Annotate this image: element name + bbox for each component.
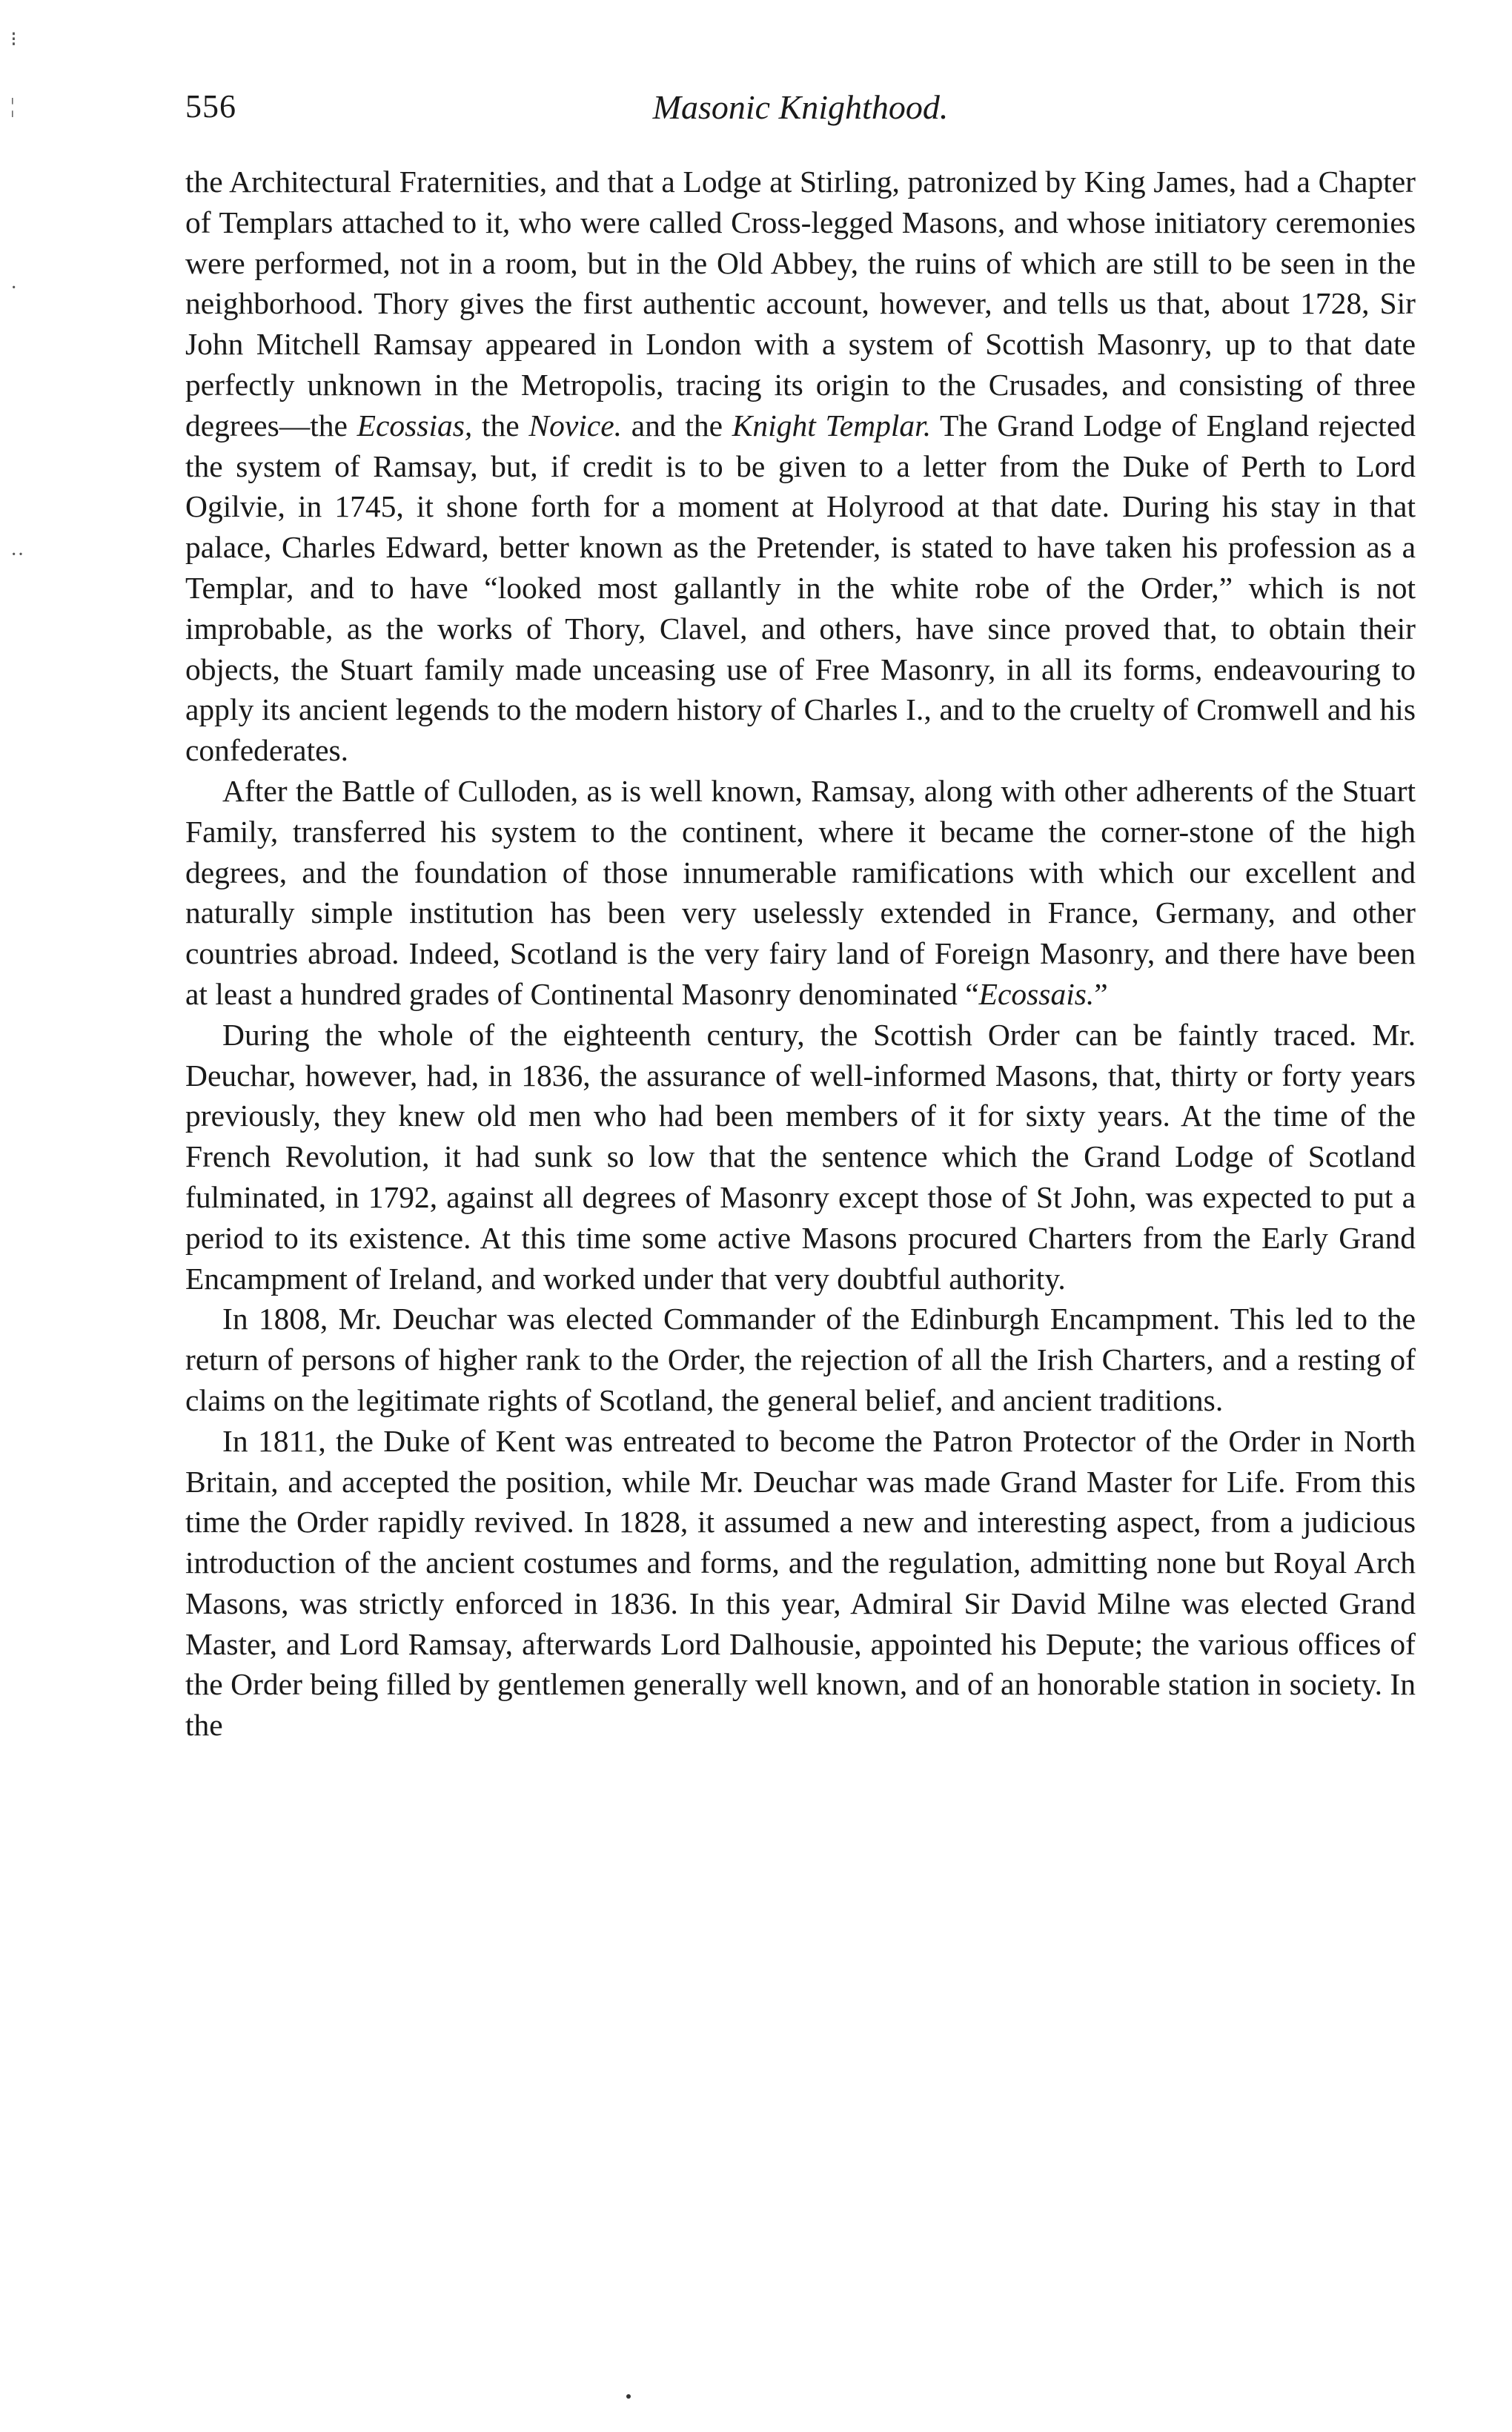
paragraph-text: In 1811, the Duke of Kent was entreated to become the Patron Protector of the Order in North Britain, and accepted the position, while Mr. Deuchar was made Grand Master for Life. From this time the Order rapidly revived. In 1828, it assumed a new and interesting aspect, from a judicious introduction of the ancient costumes and forms, and the regulation, admitting none but Royal Arch Masons, was strictly enforced in 1836. In this year, Admiral Sir David Milne was elected Grand Master, and Lord Ramsay, afterwards Lord Dalhousie, appointed his Depute; the various offices of the Order being filled by gentlemen generally well known, and of an honorable station in society. In the [185, 1423, 1416, 1743]
italic-term: Novice. [528, 408, 622, 443]
paragraph-text: the [472, 408, 529, 443]
page-number: 556 [185, 88, 236, 125]
paragraph-text: the Architectural Fraternities, and that a Lodge at Stirling, patronized by King James, had a Chapter of Templars attached to it, who were called Cross-legged Masons, and whose initiatory ceremonies were performed, not in a room, but in the Old Abbey, the ruins of which are still to be seen in the neighborhood. Thory gives the first authentic account, however, and tells us that, about 1728, Sir John Mitchell Ramsay appeared in London with a system of Scottish Masonry, up to that date perfectly unknown in the Metropolis, tracing its origin to the Crusades, and consisting of three degrees—the [185, 165, 1416, 443]
page-speck [626, 2394, 631, 2399]
paragraph-text: The Grand Lodge of England rejected the system of Ramsay, but, if credit is to be given to a letter from the Duke of Perth to Lord Ogilvie, in 1745, it shone forth for a moment at Holyrood at that date. During his stay in that palace, Charles Edward, better known as the Pretender, is stated to have taken his profession as a Templar, and to have “looked most gallantly in the white robe of the Order,” which is not improbable, as the works of Thory, Clavel, and others, have since proved that, to obtain their objects, the Stuart family made unceasing use of Free Masonry, in all its forms, endeavouring to apply its ancient legends to the modern history of Charles I., and to the cruelty of Cromwell and his confederates. [185, 408, 1416, 768]
margin-mark: ·· [10, 543, 24, 566]
running-title: Masonic Knighthood. [652, 88, 949, 126]
margin-mark: · [10, 276, 18, 299]
paragraph-text: and the [622, 408, 732, 443]
paragraph [185, 1299, 1416, 1420]
paragraph-text: ” [1094, 976, 1108, 1011]
paragraph [185, 162, 1416, 771]
italic-term: Knight Templar. [732, 408, 932, 443]
page-header [185, 87, 1416, 139]
paragraph-text: In 1808, Mr. Deuchar was elected Commander of the Edinburgh Encampment. This led to the return of persons of higher rank to the Order, the rejection of all the Irish Charters, and a resting of claims on the legitimate rights of Scotland, the general belief, and ancient traditions. [185, 1302, 1416, 1417]
paragraph-text: During the whole of the eighteenth century, the Scottish Order can be faintly traced. Mr. Deuchar, however, had, in 1836, the assurance of well-informed Masons, that, thirty or forty years previously, they knew old men who had been members of it for sixty years. At the time of the French Revolution, it had sunk so low that the sentence which the Grand Lodge of Scotland fulminated, in 1792, against all degrees of Masonry except those of St John, was expected to put a period to its existence. At this time some active Masons procured Charters from the Early Grand Encampment of Ireland, and worked under that very doubtful authority. [185, 1017, 1416, 1296]
paragraph [185, 1421, 1416, 1746]
body-text [185, 162, 1416, 1746]
margin-mark: ¦ [10, 95, 15, 118]
paragraph-text: After the Battle of Culloden, as is well known, Ramsay, along with other adherents of the Stuart Family, transferred his system to the continent, where it became the corner-stone of the high degrees, and the foundation of those innumerable ramifications with which our excellent and naturally simple institution has been very uselessly extended in France, Germany, and other countries abroad. Indeed, Scotland is the very fairy land of Foreign Masonry, and there have been at least a hundred grades of Continental Masonry denominated “ [185, 773, 1416, 1011]
margin-mark: ⁝ [10, 28, 17, 51]
italic-term: Ecossais. [978, 976, 1095, 1011]
paragraph [185, 1015, 1416, 1299]
paragraph [185, 771, 1416, 1015]
italic-term: Ecossias, [357, 408, 473, 443]
